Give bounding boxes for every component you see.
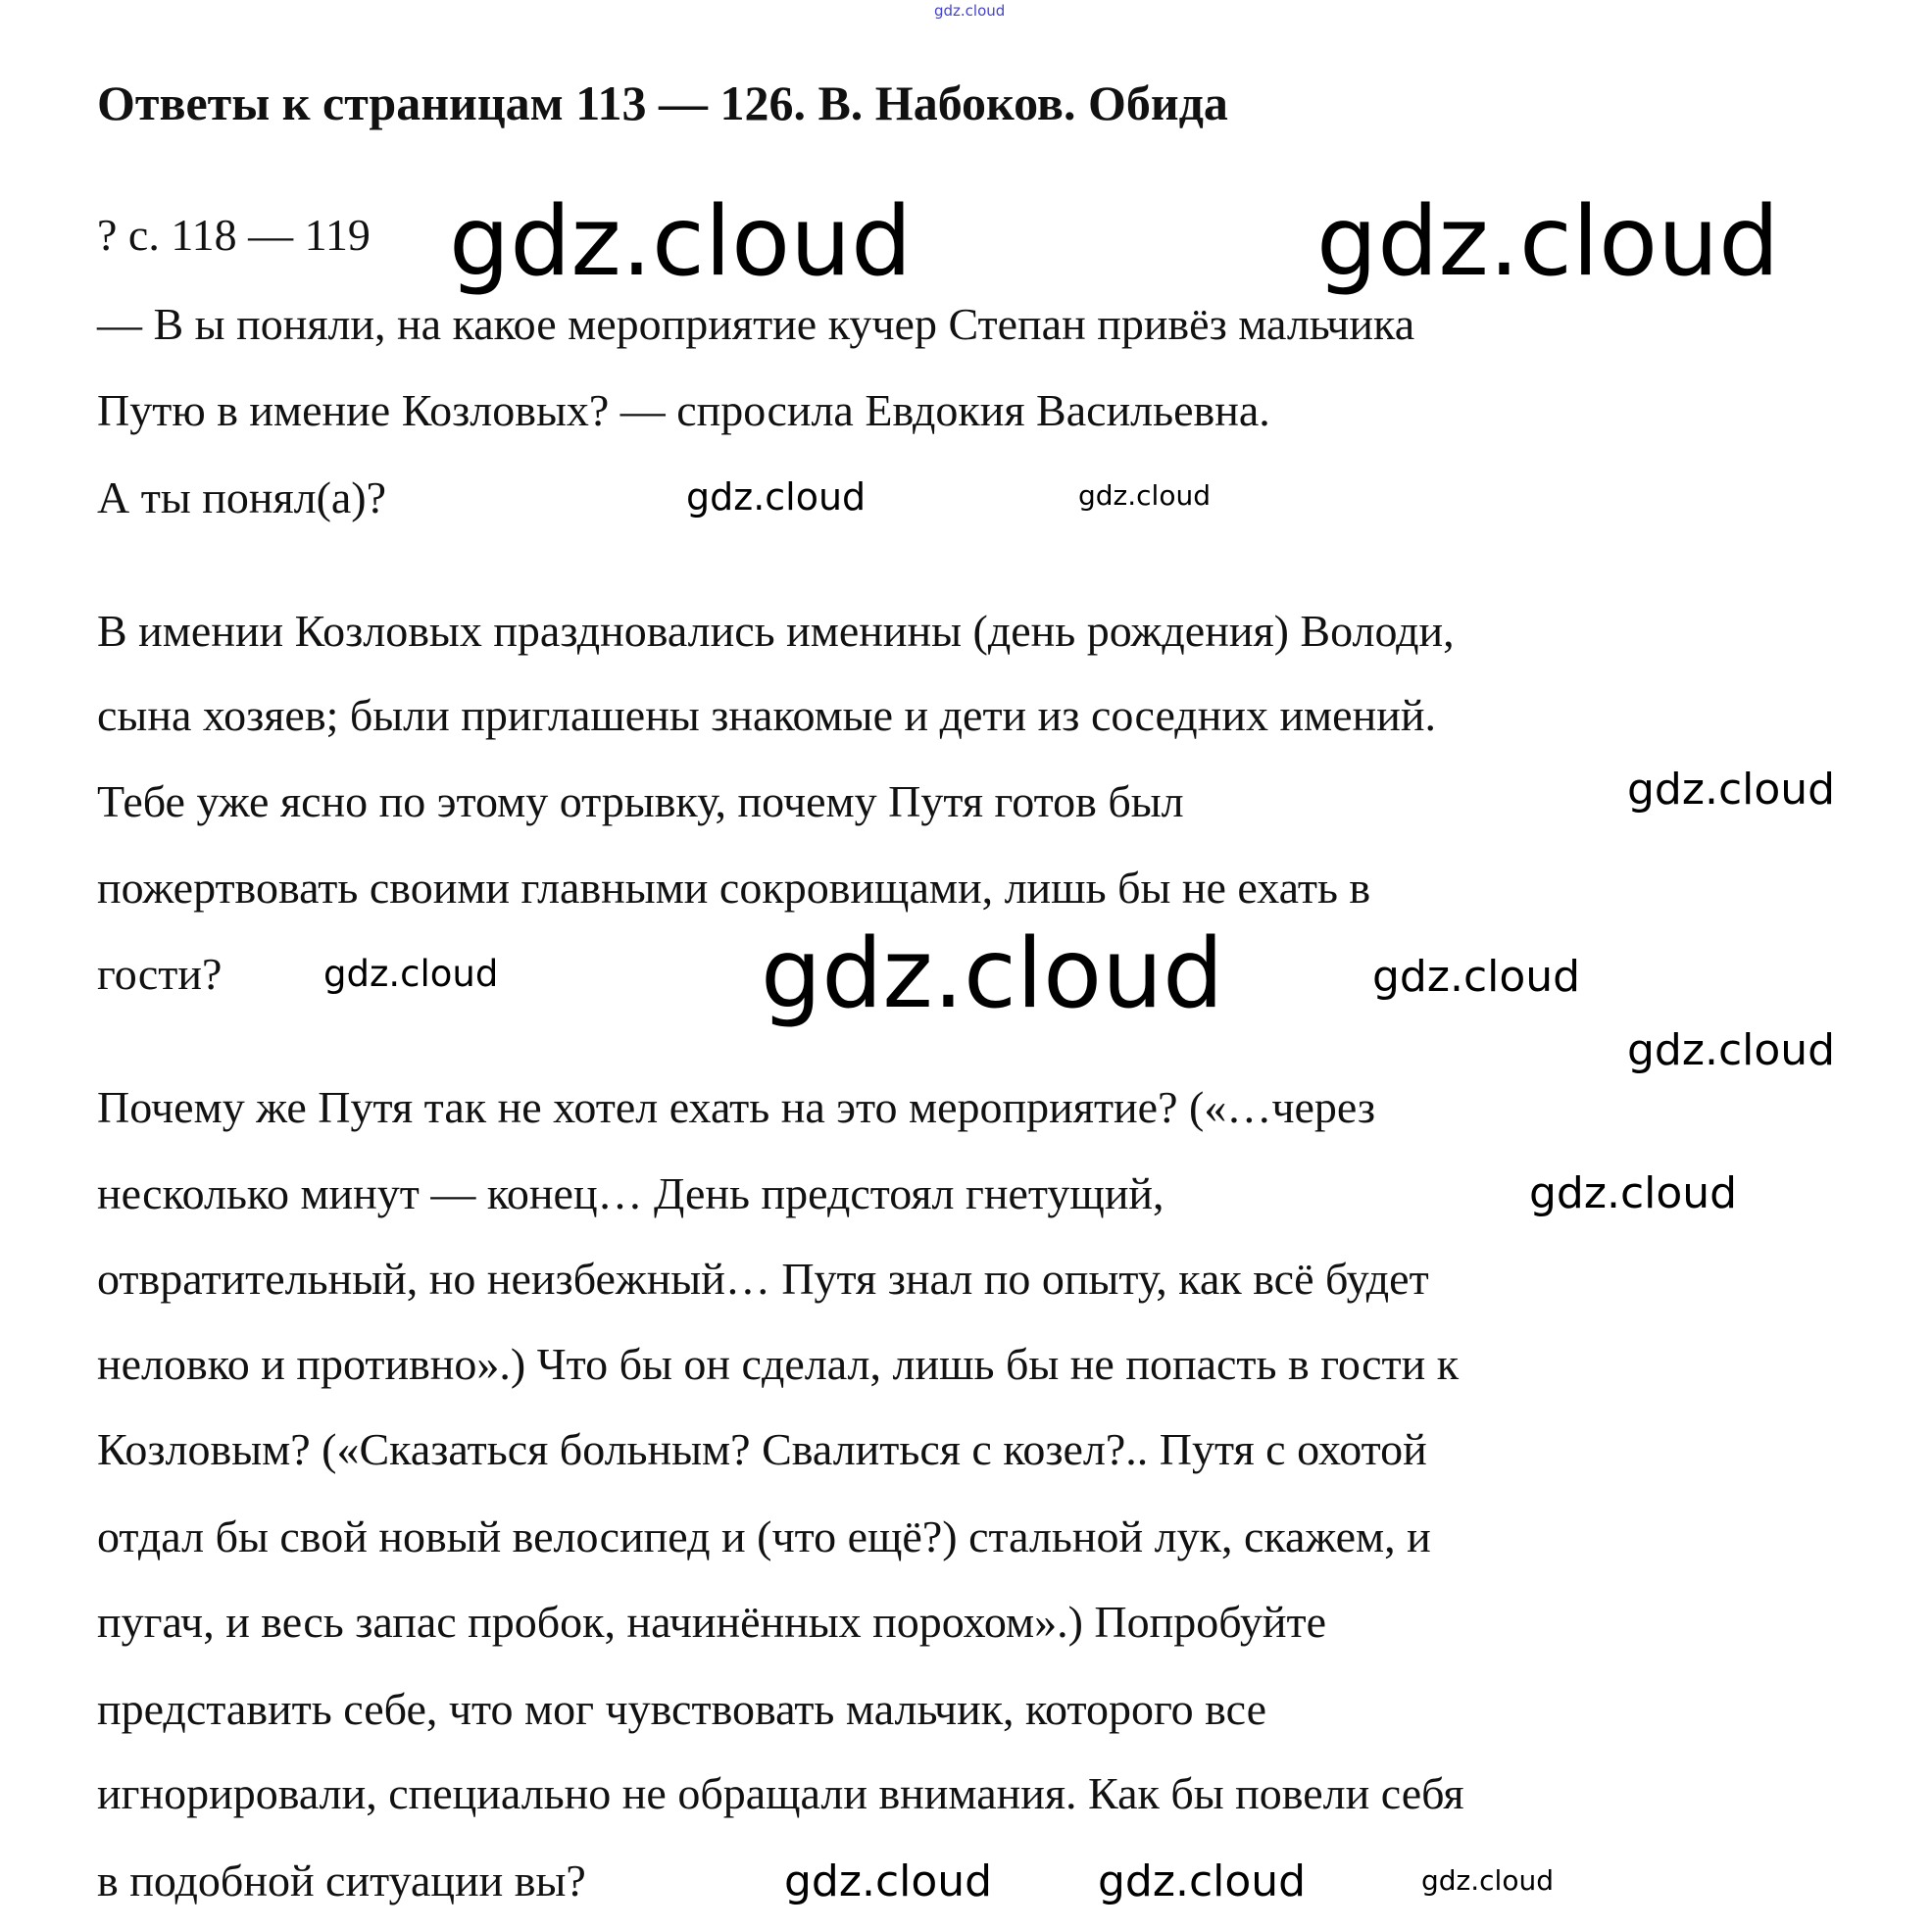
text-line: игнорировали, специально не обращали внимания. Как бы повели себя	[97, 1768, 1464, 1818]
watermark-top: gdz.cloud	[934, 2, 1006, 20]
text-line: Тебе уже ясно по этому отрывку, почему Путя готов был	[97, 776, 1184, 826]
watermark: gdz.cloud	[323, 953, 499, 995]
text-line: несколько минут — конец… День предстоял гнетущий,	[97, 1168, 1164, 1218]
text-line: — В ы поняли, на какое мероприятие кучер Степан привёз мальчика	[97, 299, 1415, 349]
watermark: gdz.cloud	[1098, 1856, 1307, 1906]
watermark: gdz.cloud	[1372, 952, 1581, 1002]
text-line: Козловым? («Сказаться больным? Свалиться с козел?.. Путя с охотой	[97, 1424, 1427, 1474]
watermark: gdz.cloud	[1078, 479, 1211, 512]
text-line: отвратительный, но неизбежный… Путя знал по опыту, как всё будет	[97, 1254, 1429, 1304]
page-title: Ответы к страницам 113 — 126. В. Набоков. Обида	[97, 75, 1228, 130]
watermark: gdz.cloud	[686, 475, 867, 519]
text-line: Путю в имение Козловых? — спросила Евдокия Васильевна.	[97, 385, 1270, 435]
text-line: Почему же Путя так не хотел ехать на это мероприятие? («…через	[97, 1082, 1376, 1132]
watermark: gdz.cloud	[1627, 765, 1836, 815]
text-line: гости?	[97, 949, 223, 999]
watermark: gdz.cloud	[761, 918, 1224, 1030]
text-line: А ты понял(а)?	[97, 472, 387, 522]
text-line: в подобной ситуации вы?	[97, 1856, 586, 1905]
watermark: gdz.cloud	[784, 1856, 993, 1906]
watermark: gdz.cloud	[449, 186, 913, 298]
text-line: В имении Козловых праздновались именины (день рождения) Володи,	[97, 606, 1455, 656]
text-line: пугач, и весь запас пробок, начинённых порохом».) Попробуйте	[97, 1597, 1327, 1647]
watermark: gdz.cloud	[1316, 186, 1780, 298]
watermark: gdz.cloud	[1421, 1864, 1554, 1897]
text-line: сына хозяев; были приглашены знакомые и дети из соседних имений.	[97, 690, 1436, 740]
text-line: пожертвовать своими главными сокровищами, лишь бы не ехать в	[97, 863, 1371, 913]
text-line: отдал бы свой новый велосипед и (что ещё?) стальной лук, скажем, и	[97, 1511, 1431, 1561]
section-label: ? с. 118 — 119	[97, 210, 371, 260]
text-line: неловко и противно».) Что бы он сделал, лишь бы не попасть в гости к	[97, 1339, 1460, 1389]
text-line: представить себе, что мог чувствовать мальчик, которого все	[97, 1684, 1267, 1734]
watermark: gdz.cloud	[1529, 1168, 1738, 1218]
watermark: gdz.cloud	[1627, 1025, 1836, 1075]
